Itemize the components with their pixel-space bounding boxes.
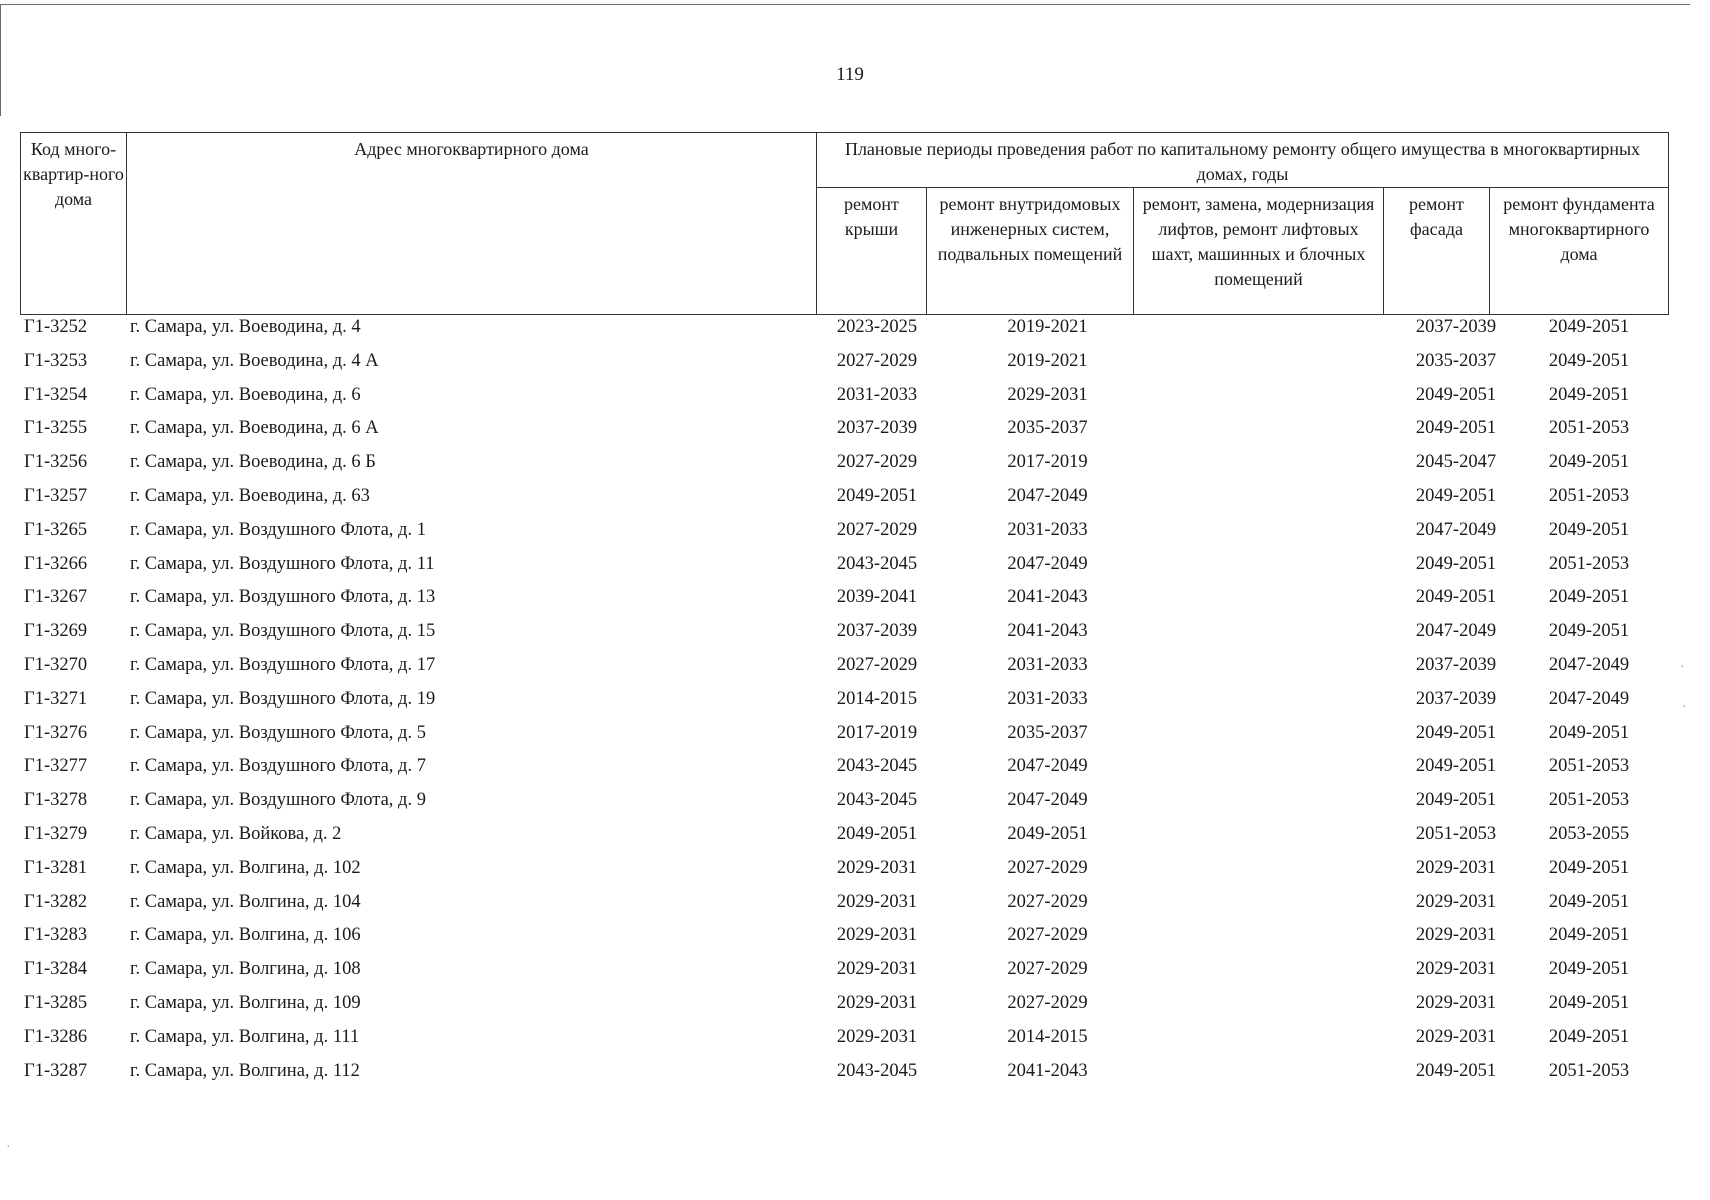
cell-facade: 2049-2051: [1415, 722, 1497, 743]
cell-code: Г1-3266: [24, 553, 88, 574]
cell-address: г. Самара, ул. Воздушного Флота, д. 17: [130, 654, 436, 675]
cell-foundation: 2051-2053: [1548, 756, 1630, 777]
scan-edge-left: [0, 4, 1, 116]
cell-roof: 2037-2039: [836, 418, 918, 439]
table-body: [20, 315, 1668, 1092]
cell-roof: 2049-2051: [836, 823, 918, 844]
cell-foundation: 2047-2049: [1548, 654, 1630, 675]
header-facade-label: ремонт фасада: [1409, 194, 1464, 239]
cell-address: г. Самара, ул. Воздушного Флота, д. 1: [130, 519, 426, 540]
cell-systems: 2027-2029: [1007, 925, 1088, 946]
cell-roof: 2029-2031: [836, 925, 918, 946]
cell-facade: 2051-2053: [1415, 823, 1497, 844]
cell-code: Г1-3271: [24, 688, 88, 709]
cell-systems: 2041-2043: [1007, 621, 1088, 642]
cell-facade: 2049-2051: [1415, 587, 1497, 608]
cell-foundation: 2047-2049: [1548, 688, 1630, 709]
cell-address: г. Самара, ул. Воеводина, д. 4: [130, 317, 361, 337]
table-row: [20, 721, 1668, 755]
cell-foundation: 2049-2051: [1548, 959, 1630, 980]
cell-systems: 2041-2043: [1007, 587, 1088, 608]
cell-systems: 2047-2049: [1007, 756, 1088, 777]
cell-facade: 2029-2031: [1415, 959, 1497, 980]
cell-systems: 2031-2033: [1007, 654, 1088, 675]
cell-facade: 2037-2039: [1415, 654, 1497, 675]
cell-facade: 2029-2031: [1415, 857, 1497, 878]
table-row: [20, 653, 1668, 687]
cell-facade: 2029-2031: [1415, 1026, 1497, 1047]
header-systems-label: ремонт внутридомовых инженерных систем, подвальных помещений: [937, 194, 1123, 264]
table-row: [20, 754, 1668, 788]
cell-foundation: 2051-2053: [1548, 1060, 1630, 1081]
cell-systems: 2019-2021: [1007, 350, 1088, 371]
cell-systems: 2047-2049: [1007, 553, 1088, 574]
table-header: [20, 132, 1669, 315]
cell-roof: 2037-2039: [836, 621, 918, 642]
cell-systems: 2047-2049: [1007, 790, 1088, 811]
header-facade: [1384, 188, 1490, 315]
cell-foundation: 2053-2055: [1548, 823, 1630, 844]
cell-foundation: 2049-2051: [1548, 722, 1630, 743]
scan-speck: ·: [1680, 660, 1685, 675]
cell-facade: 2029-2031: [1415, 925, 1497, 946]
scan-speck: ·: [1682, 700, 1687, 715]
cell-code: Г1-3287: [24, 1060, 88, 1081]
cell-facade: 2037-2039: [1415, 317, 1497, 337]
cell-code: Г1-3276: [24, 722, 88, 743]
cell-address: г. Самара, ул. Волгина, д. 111: [130, 1026, 360, 1047]
cell-roof: 2029-2031: [836, 1026, 918, 1047]
header-roof: [817, 188, 927, 315]
cell-foundation: 2049-2051: [1548, 925, 1630, 946]
cell-address: г. Самара, ул. Волгина, д. 108: [130, 959, 361, 980]
cell-code: Г1-3286: [24, 1026, 88, 1047]
table-row: [20, 619, 1668, 653]
table-row: [20, 1059, 1668, 1093]
cell-code: Г1-3267: [24, 587, 88, 608]
cell-facade: 2029-2031: [1415, 992, 1497, 1013]
cell-roof: 2027-2029: [836, 452, 918, 473]
table-row: [20, 856, 1668, 890]
cell-address: г. Самара, ул. Волгина, д. 112: [130, 1060, 360, 1081]
table-row: [20, 923, 1668, 957]
header-systems: [927, 188, 1134, 315]
cell-foundation: 2049-2051: [1548, 587, 1630, 608]
cell-facade: 2049-2051: [1415, 1060, 1497, 1081]
cell-code: Г1-3277: [24, 756, 88, 777]
header-foundation: [1490, 188, 1669, 315]
cell-address: г. Самара, ул. Волгина, д. 102: [130, 857, 361, 878]
cell-address: г. Самара, ул. Воеводина, д. 4 А: [130, 350, 379, 371]
cell-code: Г1-3270: [24, 654, 88, 675]
cell-systems: 2035-2037: [1007, 722, 1088, 743]
cell-code: Г1-3278: [24, 790, 88, 811]
cell-address: г. Самара, ул. Воеводина, д. 63: [130, 485, 370, 506]
cell-foundation: 2049-2051: [1548, 519, 1630, 540]
cell-foundation: 2051-2053: [1548, 553, 1630, 574]
cell-address: г. Самара, ул. Воздушного Флота, д. 15: [130, 621, 436, 642]
cell-systems: 2047-2049: [1007, 485, 1088, 506]
cell-facade: 2049-2051: [1415, 790, 1497, 811]
cell-facade: 2049-2051: [1415, 384, 1497, 405]
cell-address: г. Самара, ул. Воздушного Флота, д. 7: [130, 756, 426, 777]
cell-roof: 2029-2031: [836, 857, 918, 878]
cell-roof: 2023-2025: [836, 317, 918, 337]
cell-systems: 2017-2019: [1007, 452, 1088, 473]
cell-foundation: 2051-2053: [1548, 418, 1630, 439]
cell-code: Г1-3256: [24, 452, 88, 473]
cell-roof: 2014-2015: [836, 688, 918, 709]
cell-foundation: 2051-2053: [1548, 485, 1630, 506]
cell-systems: 2041-2043: [1007, 1060, 1088, 1081]
header-periods-group-label: Плановые периоды проведения работ по капитальному ремонту общего имущества в многоквартирных домах, годы: [844, 139, 1641, 184]
cell-foundation: 2049-2051: [1548, 621, 1630, 642]
header-address: [127, 133, 817, 315]
cell-facade: 2049-2051: [1415, 553, 1497, 574]
cell-roof: 2031-2033: [836, 384, 918, 405]
table-row: [20, 484, 1668, 518]
cell-foundation: 2049-2051: [1548, 857, 1630, 878]
cell-address: г. Самара, ул. Воеводина, д. 6: [130, 384, 361, 405]
cell-roof: 2043-2045: [836, 553, 918, 574]
header-elevators-label: ремонт, замена, модернизация лифтов, ремонт лифтовых шахт, машинных и блочных помещений: [1142, 194, 1375, 289]
cell-systems: 2027-2029: [1007, 992, 1088, 1013]
cell-code: Г1-3254: [24, 384, 88, 405]
cell-address: г. Самара, ул. Волгина, д. 104: [130, 891, 361, 912]
header-roof-label: ремонт крыши: [844, 194, 899, 239]
cell-code: Г1-3281: [24, 857, 88, 878]
cell-facade: 2037-2039: [1415, 688, 1497, 709]
cell-roof: 2029-2031: [836, 959, 918, 980]
cell-code: Г1-3279: [24, 823, 88, 844]
cell-code: Г1-3283: [24, 925, 88, 946]
cell-code: Г1-3282: [24, 891, 88, 912]
table-row: [20, 687, 1668, 721]
cell-systems: 2014-2015: [1007, 1026, 1088, 1047]
cell-foundation: 2049-2051: [1548, 1026, 1630, 1047]
cell-foundation: 2049-2051: [1548, 317, 1630, 337]
cell-foundation: 2049-2051: [1548, 992, 1630, 1013]
cell-roof: 2043-2045: [836, 790, 918, 811]
cell-foundation: 2049-2051: [1548, 350, 1630, 371]
cell-facade: 2035-2037: [1415, 350, 1497, 371]
table-row: [20, 383, 1668, 417]
cell-facade: 2045-2047: [1415, 452, 1497, 473]
scan-speck: ·: [6, 1140, 11, 1155]
cell-address: г. Самара, ул. Воздушного Флота, д. 13: [130, 587, 436, 608]
header-elevators: [1134, 188, 1384, 315]
cell-roof: 2027-2029: [836, 519, 918, 540]
cell-address: г. Самара, ул. Воздушного Флота, д. 9: [130, 790, 426, 811]
cell-roof: 2043-2045: [836, 756, 918, 777]
cell-facade: 2047-2049: [1415, 621, 1497, 642]
cell-address: г. Самара, ул. Воздушного Флота, д. 19: [130, 688, 436, 709]
cell-roof: 2027-2029: [836, 350, 918, 371]
cell-systems: 2031-2033: [1007, 688, 1088, 709]
table-row: [20, 890, 1668, 924]
table-row: [20, 450, 1668, 484]
cell-foundation: 2049-2051: [1548, 891, 1630, 912]
header-code: [21, 133, 127, 315]
cell-facade: 2047-2049: [1415, 519, 1497, 540]
cell-address: г. Самара, ул. Войкова, д. 2: [130, 823, 342, 844]
cell-address: г. Самара, ул. Воеводина, д. 6 Б: [130, 452, 376, 473]
cell-facade: 2029-2031: [1415, 891, 1497, 912]
cell-facade: 2049-2051: [1415, 485, 1497, 506]
cell-systems: 2049-2051: [1007, 823, 1088, 844]
cell-code: Г1-3265: [24, 519, 88, 540]
cell-roof: 2043-2045: [836, 1060, 918, 1081]
cell-address: г. Самара, ул. Воздушного Флота, д. 5: [130, 722, 426, 743]
scan-edge-top: [0, 4, 1690, 5]
cell-foundation: 2051-2053: [1548, 790, 1630, 811]
cell-address: г. Самара, ул. Волгина, д. 106: [130, 925, 361, 946]
cell-roof: 2017-2019: [836, 722, 918, 743]
table-row: [20, 957, 1668, 991]
header-address-label: Адрес многоквартирного дома: [354, 139, 589, 159]
cell-roof: 2049-2051: [836, 485, 918, 506]
cell-foundation: 2049-2051: [1548, 452, 1630, 473]
cell-systems: 2027-2029: [1007, 891, 1088, 912]
cell-address: г. Самара, ул. Волгина, д. 109: [130, 992, 361, 1013]
cell-facade: 2049-2051: [1415, 418, 1497, 439]
table-row: [20, 585, 1668, 619]
table-row: [20, 788, 1668, 822]
header-code-label: Код много-квартир-ного дома: [23, 139, 124, 209]
table-row: [20, 552, 1668, 586]
cell-code: Г1-3285: [24, 992, 88, 1013]
cell-address: г. Самара, ул. Воздушного Флота, д. 11: [130, 553, 435, 574]
header-foundation-label: ремонт фундамента многоквартирного дома: [1503, 194, 1655, 264]
cell-systems: 2035-2037: [1007, 418, 1088, 439]
cell-code: Г1-3269: [24, 621, 88, 642]
table-row: [20, 1025, 1668, 1059]
table-row: [20, 315, 1668, 349]
table-row: [20, 349, 1668, 383]
cell-address: г. Самара, ул. Воеводина, д. 6 А: [130, 418, 379, 439]
cell-systems: 2027-2029: [1007, 959, 1088, 980]
page-number: 119: [836, 64, 864, 85]
cell-facade: 2049-2051: [1415, 756, 1497, 777]
cell-systems: 2019-2021: [1007, 317, 1088, 337]
table-row: [20, 416, 1668, 450]
cell-code: Г1-3257: [24, 485, 88, 506]
cell-code: Г1-3253: [24, 350, 88, 371]
table-row: [20, 822, 1668, 856]
cell-code: Г1-3252: [24, 317, 88, 337]
cell-roof: 2029-2031: [836, 992, 918, 1013]
cell-roof: 2039-2041: [836, 587, 918, 608]
cell-systems: 2031-2033: [1007, 519, 1088, 540]
cell-code: Г1-3255: [24, 418, 88, 439]
table-row: [20, 518, 1668, 552]
cell-systems: 2029-2031: [1007, 384, 1088, 405]
cell-systems: 2027-2029: [1007, 857, 1088, 878]
cell-foundation: 2049-2051: [1548, 384, 1630, 405]
cell-roof: 2027-2029: [836, 654, 918, 675]
cell-code: Г1-3284: [24, 959, 88, 980]
table-row: [20, 991, 1668, 1025]
cell-roof: 2029-2031: [836, 891, 918, 912]
header-periods-group: [817, 133, 1669, 188]
